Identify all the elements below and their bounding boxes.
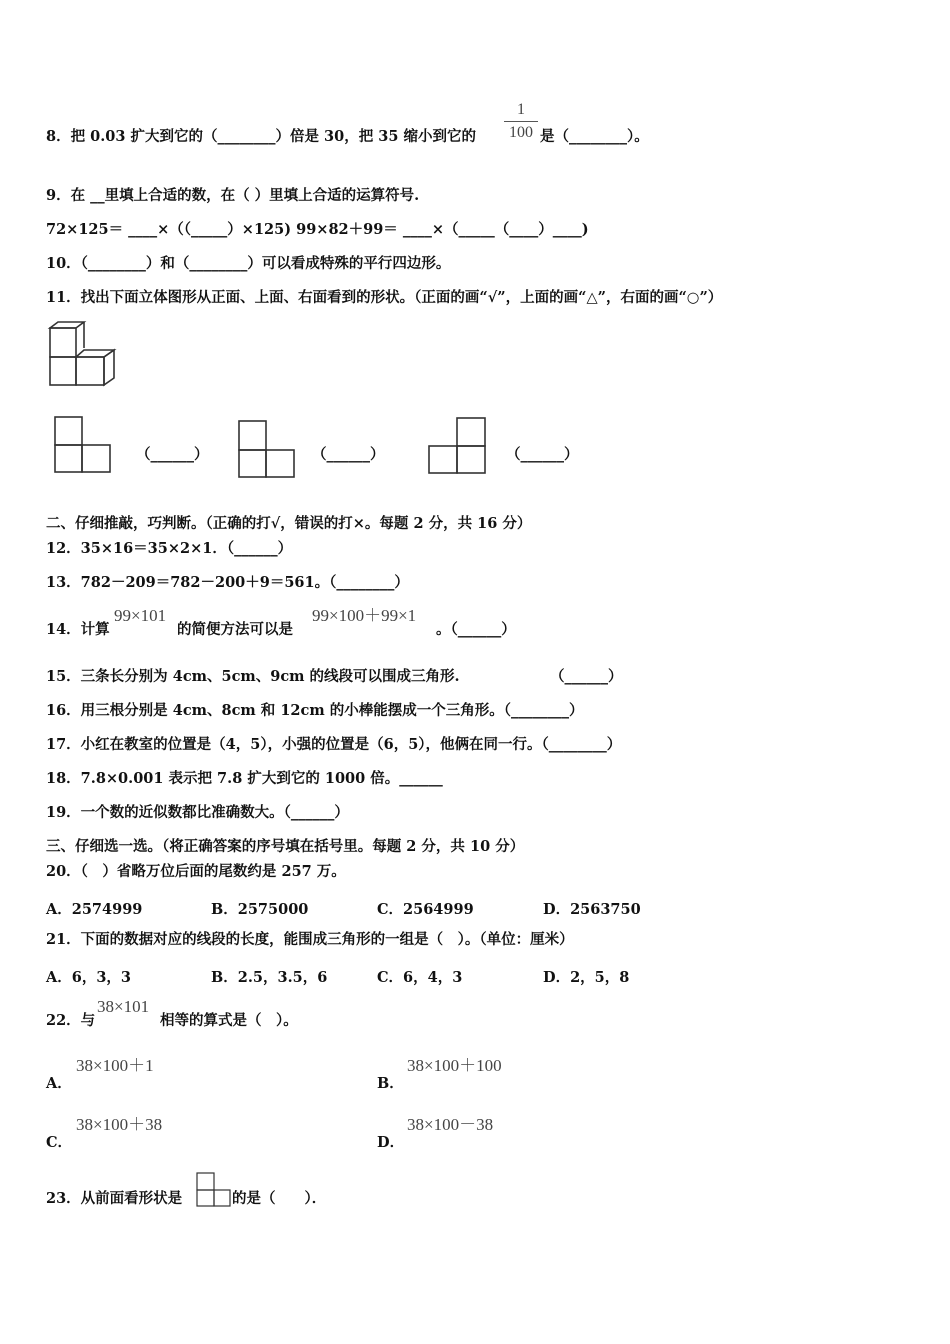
view-1-answer-blank[interactable]: （______） xyxy=(136,446,209,463)
question-9-stem: 9．在 __里填上合适的数，在（ ）里填上合适的运算符号. xyxy=(46,187,420,204)
question-15-blank[interactable]: （______） xyxy=(550,668,623,685)
q21-option-a[interactable]: A．6，3，3 xyxy=(46,969,132,986)
q22-option-a-label[interactable]: A． xyxy=(46,1075,72,1092)
q21-option-b[interactable]: B．2.5，3.5，6 xyxy=(211,969,328,986)
question-18: 18．7.8×0.001 表示把 7.8 扩大到它的 1000 倍。______ xyxy=(46,770,443,787)
question-16: 16．用三根分别是 4cm、8cm 和 12cm 的小棒能摆成一个三角形。（________） xyxy=(46,702,584,719)
section-2-heading: 二、仔细推敲，巧判断。（正确的打√，错误的打×。每题 2 分，共 16 分） xyxy=(46,515,532,532)
q22-option-b-label[interactable]: B． xyxy=(377,1075,404,1092)
q22-option-c-label[interactable]: C． xyxy=(46,1134,73,1151)
question-14-c: 。（______） xyxy=(436,621,516,638)
view-shape-1 xyxy=(54,416,112,474)
q20-option-b[interactable]: B．2575000 xyxy=(211,901,309,918)
front-view-shape xyxy=(196,1172,232,1208)
question-23-b: 的是（ ）． xyxy=(232,1190,327,1207)
expr-38x101: 38×101 xyxy=(97,997,150,1016)
question-15: 15．三条长分别为 4cm、5cm、9cm 的线段可以围成三角形. xyxy=(46,668,460,685)
q20-option-a[interactable]: A．2574999 xyxy=(46,901,143,918)
question-22-a: 22．与 xyxy=(46,1012,96,1029)
q22-option-d-label[interactable]: D． xyxy=(377,1134,405,1151)
question-21-stem: 21．下面的数据对应的线段的长度，能围成三角形的一组是（ ）。（单位：厘米） xyxy=(46,931,574,948)
q22-option-a-expr: 38×100＋1 xyxy=(76,1056,154,1075)
fraction-one-hundredth: 1 100 xyxy=(504,100,538,143)
question-8-end: 是（________）。 xyxy=(540,128,649,145)
q21-option-c[interactable]: C．6，4，3 xyxy=(377,969,463,986)
question-12: 12．35×16＝35×2×1．（______） xyxy=(46,540,293,557)
expr-99x101: 99×101 xyxy=(114,606,167,625)
q20-option-c[interactable]: C．2564999 xyxy=(377,901,474,918)
view-2-answer-blank[interactable]: （______） xyxy=(312,446,385,463)
question-11-stem: 11．找出下面立体图形从正面、上面、右面看到的形状。（正面的画“√”，上面的画“△”，右面的画“○”） xyxy=(46,289,723,306)
q22-option-d-expr: 38×100－38 xyxy=(407,1115,494,1134)
question-10: 10．（________）和（________）可以看成特殊的平行四边形。 xyxy=(46,255,451,272)
question-19: 19．一个数的近似数都比准确数大。（______） xyxy=(46,804,349,821)
question-22-b: 相等的算式是（ ）。 xyxy=(160,1012,298,1029)
q20-option-d[interactable]: D．2563750 xyxy=(543,901,641,918)
question-13: 13．782－209＝782－200＋9＝561。（________） xyxy=(46,574,409,591)
cube-stack-figure xyxy=(46,320,122,388)
question-14-b: 的简便方法可以是 xyxy=(177,621,293,638)
q21-option-d[interactable]: D．2，5，8 xyxy=(543,969,630,986)
view-shape-3 xyxy=(428,417,487,475)
question-8: 8．把 0.03 扩大到它的（________）倍是 30，把 35 缩小到它的 xyxy=(46,128,476,145)
view-3-answer-blank[interactable]: （______） xyxy=(506,446,579,463)
question-9-line: 72×125＝ ____×（（_____）×125) 99×82＋99＝ ____×（_____（____）____) xyxy=(46,221,589,238)
view-shape-2 xyxy=(238,420,296,479)
q22-option-b-expr: 38×100＋100 xyxy=(407,1056,502,1075)
question-20-stem: 20．（ ）省略万位后面的尾数约是 257 万。 xyxy=(46,863,346,880)
section-3-heading: 三、仔细选一选。（将正确答案的序号填在括号里。每题 2 分，共 10 分） xyxy=(46,838,525,855)
question-23-a: 23．从前面看形状是 xyxy=(46,1190,183,1207)
question-17: 17．小红在教室的位置是（4，5），小强的位置是（6，5），他俩在同一行。（________） xyxy=(46,736,622,753)
question-14-a: 14．计算 xyxy=(46,621,110,638)
expr-99x100-plus-99x1: 99×100＋99×1 xyxy=(312,606,417,625)
q22-option-c-expr: 38×100＋38 xyxy=(76,1115,163,1134)
